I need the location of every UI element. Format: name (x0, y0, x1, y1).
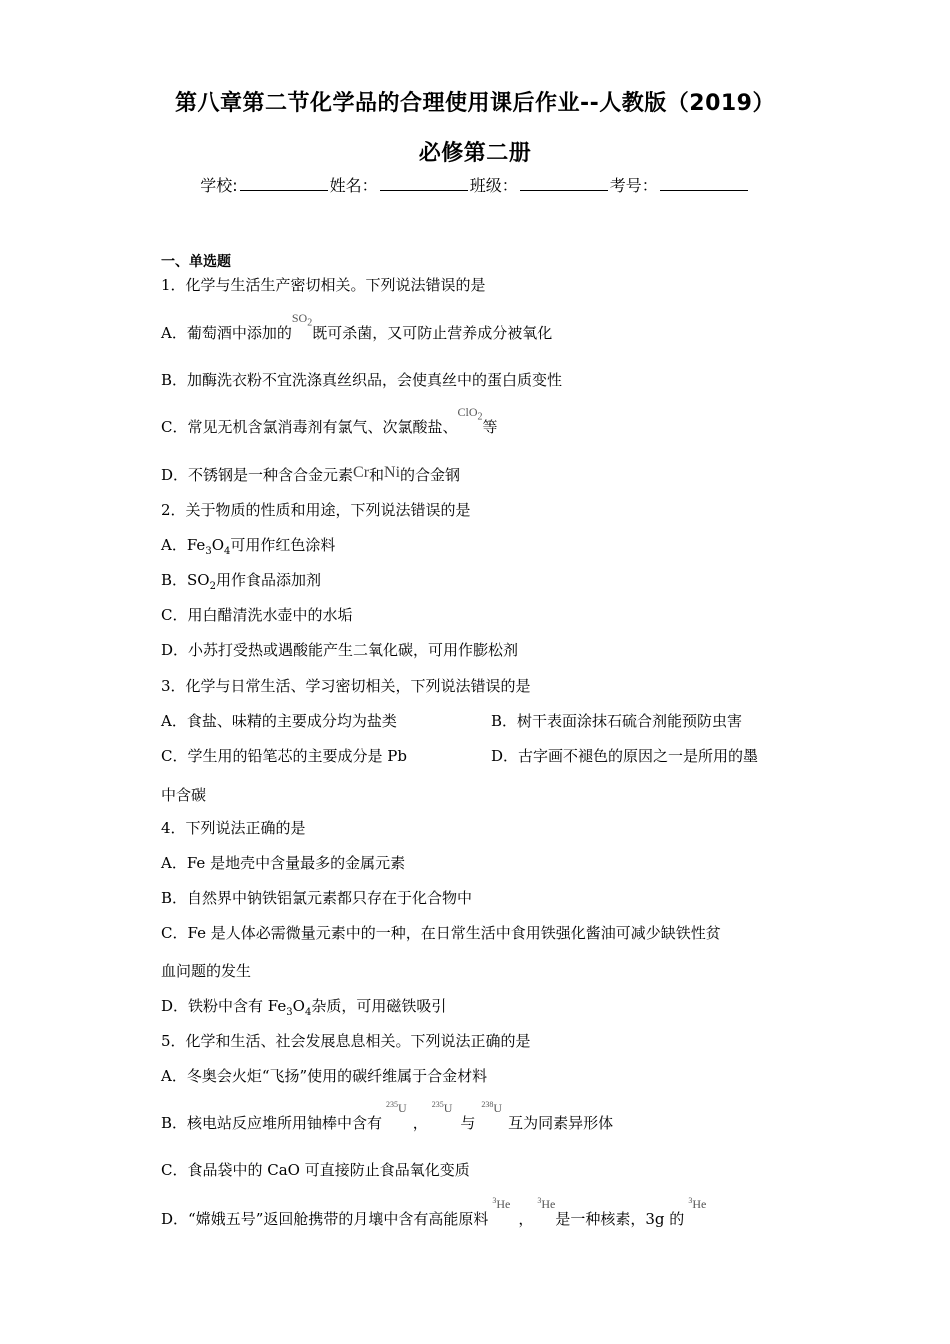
q3-option-d-continued: 中含碳 (161, 786, 207, 804)
q2-option-d: D．小苏打受热或遇酸能产生二氧化碳，可用作膨松剂 (161, 641, 519, 659)
q5-isotope-he3-a: 3He (492, 1196, 511, 1211)
q3-option-a: A．食盐、味精的主要成分均为盐类 (161, 712, 397, 730)
q4-option-c-continued: 血问题的发生 (161, 962, 252, 980)
q2-option-a: A．$Fe_3O_4$可用作红色涂料 (161, 536, 336, 557)
q5-option-c: C．食品袋中的 CaO 可直接防止食品氧化变质 (161, 1161, 470, 1179)
exam-no-blank (660, 176, 748, 191)
q4-option-a: A．Fe 是地壳中含量最多的金属元素 (161, 854, 406, 872)
q1-option-c: C．常见无机含氯消毒剂有氯气、次氯酸盐、$^{ClO_2}$等 (161, 405, 498, 436)
class-blank (520, 176, 608, 191)
q1-formula-clo2: ClO2 (457, 405, 483, 423)
q5-option-d: D．“嫦娥五号”返回舱携带的月壤中含有高能原料$^{^3He}$，$^{^3He}$是一种核素，3g 的$^{^3He}$ (161, 1196, 707, 1228)
q3-option-b: B．树干表面涂抹石硫合剂能预防虫害 (491, 712, 743, 730)
q4-stem: 4．下列说法正确的是 (161, 819, 306, 837)
name-blank (380, 176, 468, 191)
q5-isotope-u235-b: 235U (431, 1100, 453, 1115)
name-label: 姓名： (329, 176, 378, 195)
q1-option-a: A．葡萄酒中添加的$^{SO_2}$既可杀菌，又可防止营养成分被氧化 (161, 311, 553, 342)
q2-option-b: B．$SO_2$用作食品添加剂 (161, 571, 321, 592)
q2-stem: 2．关于物质的性质和用途，下列说法错误的是 (161, 501, 471, 519)
q4-option-c: C．Fe 是人体必需微量元素中的一种，在日常生活中食用铁强化酱油可减少缺铁性贫 (161, 924, 721, 942)
q1-option-b: B．加酶洗衣粉不宜洗涤真丝织品，会使真丝中的蛋白质变性 (161, 371, 563, 389)
school-label: 学校: (200, 176, 238, 195)
q2-option-c: C．用白醋清洗水壶中的水垢 (161, 606, 353, 624)
q1-option-d: D．不锈钢是一种含合金元素Cr和Ni的合金钢 (161, 464, 461, 484)
q5-option-b: B．核电站反应堆所用铀棒中含有$^{^{235}U}$，$^{^{235}U}$与$^{^{238}U}$互为同素异形体 (161, 1100, 614, 1132)
q5-isotope-he3-c: 3He (688, 1196, 707, 1211)
q5-isotope-u235-a: 235U (386, 1100, 407, 1115)
q3-stem: 3．化学与日常生活、学习密切相关，下列说法错误的是 (161, 677, 531, 695)
q5-option-a: A．冬奥会火炬“飞扬”使用的碳纤维属于合金材料 (161, 1067, 488, 1085)
q5-isotope-he3-b: 3He (537, 1196, 556, 1211)
q1-symbol-ni: Ni (384, 464, 401, 481)
q4-option-d: D．铁粉中含有 $Fe_3O_4$杂质，可用磁铁吸引 (161, 997, 447, 1018)
student-info-line (0, 173, 950, 196)
school-blank (240, 176, 328, 191)
q1-symbol-cr: Cr (353, 464, 370, 481)
q5-isotope-u238: 238U (481, 1100, 503, 1115)
q1-stem: 1．化学与生活生产密切相关。下列说法错误的是 (161, 276, 486, 294)
page-title: 第八章第二节化学品的合理使用课后作业--人教版（2019） (175, 91, 775, 116)
exam-no-label: 考号： (609, 176, 658, 195)
q3-option-c: C．学生用的铅笔芯的主要成分是 Pb (161, 747, 407, 765)
page-subtitle: 必修第二册 (418, 141, 532, 166)
q3-option-d: D．古字画不褪色的原因之一是所用的墨 (491, 747, 759, 765)
q4-option-b: B．自然界中钠铁铝氯元素都只存在于化合物中 (161, 889, 473, 907)
q5-stem: 5．化学和生活、社会发展息息相关。下列说法正确的是 (161, 1032, 531, 1050)
q1-formula-so2: SO2 (291, 311, 313, 329)
section-heading: 一、单选题 (161, 254, 231, 270)
class-label: 班级： (469, 176, 518, 195)
